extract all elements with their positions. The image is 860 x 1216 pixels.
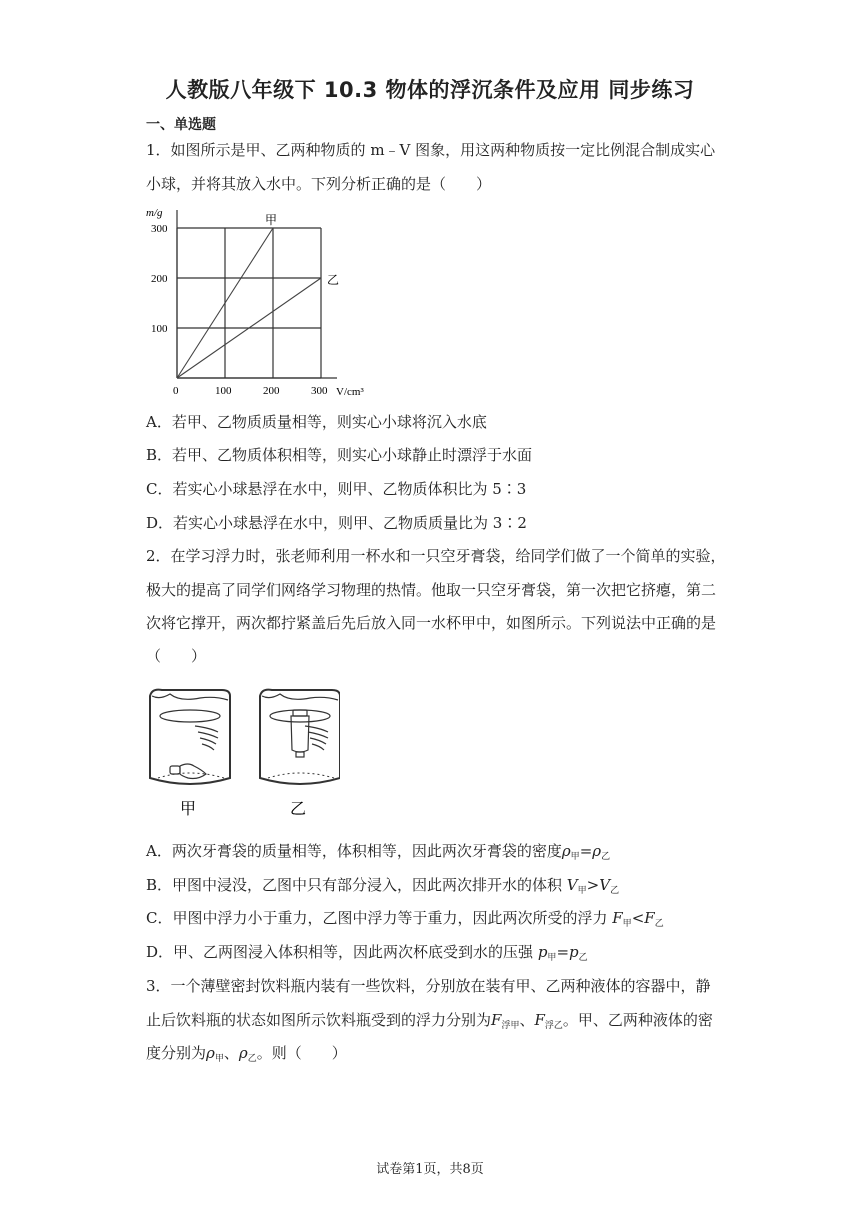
q1-option-c: C．若实心小球悬浮在水中，则甲、乙物质体积比为 5∶3 (146, 480, 527, 498)
section-heading: 一、单选题 (146, 117, 216, 133)
x-tick-label: 200 (263, 385, 280, 397)
q2-option-b: B．甲图中浸没，乙图中只有部分浸入，因此两次排开水的体积 $V_甲>V_乙$ (146, 876, 620, 896)
chart-grid (177, 210, 340, 378)
page-title: 人教版八年级下 10.3 物体的浮沉条件及应用 同步练习 (165, 78, 695, 102)
page-footer: 试卷第1页，共8页 (376, 1162, 484, 1177)
inflated-tube-icon (291, 710, 309, 757)
flattened-tube-icon (170, 764, 206, 779)
q1-stem-line2: 小球，并将其放入水中。下列分析正确的是（ ） (146, 175, 492, 193)
y-axis-label: m/g (146, 207, 163, 219)
y-tick-label: 300 (151, 223, 168, 235)
q1-stem-line1: 1．如图所示是甲、乙两种物质的 m﹣V 图象，用这两种物质按一定比例混合制成实心 (146, 141, 716, 159)
x-tick-label: 100 (215, 385, 232, 397)
q2-stem-line3: 次将它撑开，两次都拧紧盖后先后放入同一水杯甲中，如图所示。下列说法中正确的是 (146, 614, 717, 632)
figure-label-jia: 甲 (180, 801, 197, 818)
series-label-jia: 甲 (265, 213, 278, 227)
q2-option-d: D．甲、乙两图浸入体积相等，因此两次杯底受到水的压强 $p_甲=p_乙$ (146, 943, 588, 963)
q3-stem-line2: 止后饮料瓶的状态如图所示饮料瓶受到的浮力分别为$F_{浮甲}$、$F_{浮乙}$。甲、乙两种液体的密 (146, 1011, 713, 1031)
y-tick-label: 100 (151, 323, 168, 335)
beaker-jia (150, 690, 230, 784)
q2-option-a: A．两次牙膏袋的质量相等，体积相等，因此两次牙膏袋的密度$\rho_甲=\rho_乙$ (146, 842, 611, 862)
y-tick-label: 200 (151, 273, 168, 285)
beaker-yi (260, 690, 340, 784)
series-label-yi: 乙 (327, 273, 340, 287)
q2-stem-line4: （ ） (146, 647, 207, 665)
q1-option-d: D．若实心小球悬浮在水中，则甲、乙物质质量比为 3∶2 (146, 514, 527, 532)
figure-label-yi: 乙 (290, 801, 307, 818)
q3-stem-line1: 3．一个薄壁密封饮料瓶内装有一些饮料，分别放在装有甲、乙两种液体的容器中，静 (146, 977, 711, 995)
q2-stem-line1: 2．在学习浮力时，张老师利用一杯水和一只空牙膏袋，给同学们做了一个简单的实验， (146, 547, 726, 565)
x-axis-label: V/cm³ (336, 386, 364, 398)
toothpaste-figure (140, 682, 340, 822)
q2-option-c: C．甲图中浮力小于重力，乙图中浮力等于重力，因此两次所受的浮力 $F_甲<F_乙$ (146, 909, 664, 929)
x-tick-label: 0 (173, 385, 179, 397)
mv-chart (140, 200, 380, 405)
q2-stem-line2: 极大的提高了同学们网络学习物理的热情。他取一只空牙膏袋，第一次把它挤瘪，第二 (146, 581, 717, 599)
x-tick-label: 300 (311, 385, 328, 397)
q1-option-a: A．若甲、乙物质质量相等，则实心小球将沉入水底 (146, 413, 487, 431)
q1-option-b: B．若甲、乙物质体积相等，则实心小球静止时漂浮于水面 (146, 446, 533, 464)
q3-stem-line3: 度分别为$\rho_甲$、$\rho_乙$。则（ ） (146, 1044, 347, 1064)
chart-series (177, 228, 321, 378)
